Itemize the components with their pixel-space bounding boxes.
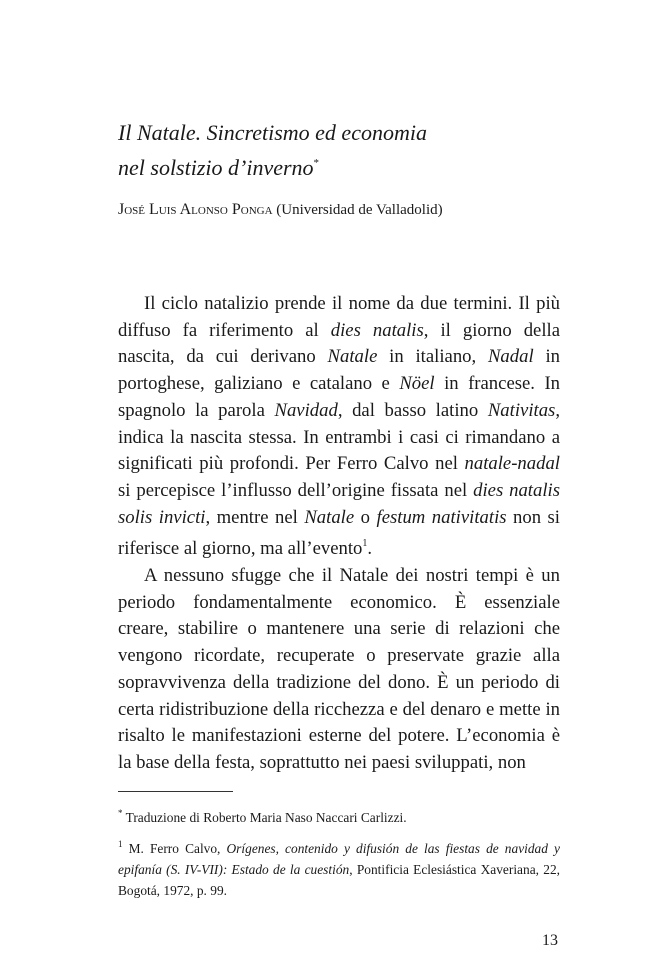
footnote-separator bbox=[118, 791, 233, 792]
text-run: , mentre nel bbox=[205, 506, 305, 528]
footnote-1 bbox=[118, 834, 560, 901]
text-run: in portoghese, galiziano e catalano e bbox=[118, 346, 560, 395]
author-name: José Luis Alonso Ponga bbox=[118, 201, 273, 218]
text-run: , il giorno della nascita, da cui derivano bbox=[118, 319, 561, 368]
footnote-text: Traduzione di Roberto Maria Naso Naccari Carlizzi. bbox=[122, 810, 407, 825]
footnote-mark: 1 bbox=[118, 839, 123, 849]
text-run: in francese. In spagnolo la parola bbox=[118, 373, 561, 421]
paragraph-2: A nessuno sfugge che il Natale dei nostri tempi è un periodo fondamentalmente economico. È essenziale creare, stabilire o mantenere una serie di relazioni che vengono ricordate, recuperate o preservate grazie alla sopravvivenza della tradizione del dono. È un periodo di certa ridistribuzione della ricchezza e del denaro e mette in risalto le manifestazioni esterne del potere. L’economia è la base della festa, soprattutto nei paesi sviluppati, non bbox=[118, 565, 560, 773]
title-line-2-text: nel solstizio d’inverno bbox=[118, 155, 314, 180]
italic-term: natale-nadal bbox=[464, 453, 560, 475]
text-run: si percepisce l’influsso dell’origine fissata nel bbox=[118, 479, 474, 501]
footnote-text: , Pontificia Eclesiástica Xaveriana, 22, Bogotá, 1972, p. 99. bbox=[118, 862, 560, 898]
text-run: . bbox=[367, 538, 373, 560]
author-line bbox=[118, 200, 578, 220]
italic-term: dies natalis bbox=[330, 319, 424, 341]
footnote-mark: * bbox=[118, 808, 123, 818]
italic-term: Natale bbox=[304, 506, 355, 528]
footnote-star bbox=[118, 803, 560, 828]
text-run: o bbox=[354, 506, 377, 528]
italic-term: Nadal bbox=[487, 346, 534, 368]
italic-term: Nöel bbox=[399, 373, 435, 395]
italic-term: Natale bbox=[327, 346, 378, 368]
italic-term: festum nativitatis bbox=[376, 506, 507, 528]
italic-term: Navidad bbox=[274, 399, 338, 421]
text-run: , indica la nascita stessa. In entrambi i casi ci rimandano a significati più profondi. Per Ferro Calvo nel bbox=[118, 399, 560, 475]
text-run: , dal basso latino bbox=[337, 399, 488, 421]
author-affiliation: (Universidad de Valladolid) bbox=[276, 202, 443, 218]
text-run: non si riferisce al giorno, ma all’evento bbox=[118, 506, 561, 560]
page-number: 13 bbox=[542, 932, 558, 949]
title-footnote-mark: * bbox=[313, 157, 320, 169]
body-text bbox=[118, 291, 560, 777]
footnotes bbox=[118, 803, 560, 907]
footnote-ref: 1 bbox=[362, 538, 368, 550]
text-run: in italiano, bbox=[377, 346, 488, 368]
footnote-text: M. Ferro Calvo, bbox=[122, 841, 227, 856]
text-run: Il ciclo natalizio prende il nome da due termini. Il più diffuso fa riferimento al bbox=[118, 293, 560, 341]
paragraph-1 bbox=[118, 291, 560, 563]
footnote-italic-title: Orígenes, contenido y difusión de las fiestas de navidad y epifanía (S. IV-VII): Estado de la cuestión bbox=[118, 841, 560, 877]
italic-term: Nativitas bbox=[487, 399, 556, 421]
title-line-1: Il Natale. Sincretismo ed economia bbox=[118, 120, 427, 145]
italic-term: dies natalis solis invicti bbox=[118, 479, 560, 528]
chapter-title bbox=[118, 118, 578, 183]
title-line-2 bbox=[118, 148, 578, 183]
